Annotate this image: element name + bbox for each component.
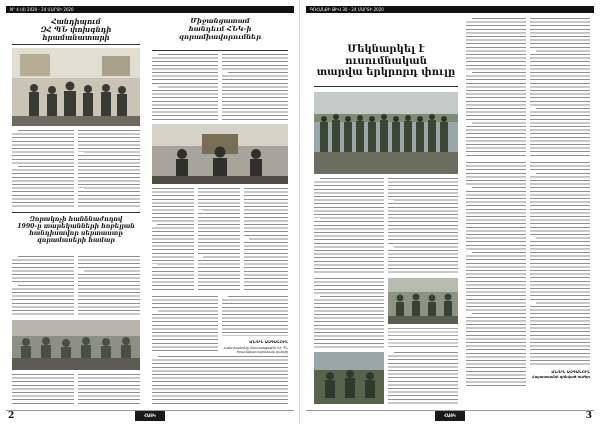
ceremony-photo: [12, 48, 140, 126]
left-article-1-col-a: [12, 130, 74, 208]
field-briefing-photo: [388, 278, 458, 324]
right-rule-1: [314, 86, 458, 87]
official-speech-graphic: [152, 124, 288, 184]
left-headline-1: Հանդիպում ԶՀ ՊՆ փոխգնդի հրամանատարի: [40, 18, 112, 42]
right-page: [300, 0, 600, 424]
right-col-long-a: [466, 162, 526, 386]
left-rule-3: [152, 50, 288, 51]
soldiers-formation-photo: [314, 92, 458, 174]
right-col-top-a: [466, 18, 526, 158]
left-article-3-col-e: [244, 188, 288, 292]
left-headline-3: Զորակոչի հանձնաժողով 1990-ը տարեկանների հոբելյան հանդիսավոր սերտաստը զորամասերի համար: [17, 216, 135, 245]
right-bottom-caption: [388, 328, 458, 348]
left-article-3-col-h: [152, 356, 288, 404]
left-article-3-col-f: [152, 296, 218, 352]
soldiers-meeting-graphic: [12, 320, 140, 370]
soldiers-training-photo: [314, 352, 384, 404]
left-article-3-col-c: [152, 188, 194, 292]
soldiers-meeting-photo: [12, 320, 140, 370]
ceremony-photo-graphic: [12, 48, 140, 126]
right-col-mid-c: [314, 278, 384, 348]
left-article-2-col-d: [78, 374, 140, 404]
left-rule-1: [12, 44, 140, 45]
left-article-3-col-d: [198, 188, 240, 292]
left-article-3-col-g: [222, 296, 288, 336]
left-header-band: N° 4 (4) 2020 - 24 ՄԱՐՏԻ 2020: [6, 6, 294, 13]
right-col-mid-a: [314, 178, 384, 274]
official-speech-photo: [152, 124, 288, 184]
right-col-mid-b: [388, 178, 458, 274]
right-signature: ԱՆՈՒՆ ԱԶԳԱՆՈՒՆ Հայաստանի զինված ուժեր: [532, 370, 590, 379]
right-footer-logo: ՀԱՅԿ: [435, 411, 465, 421]
left-article-2-col-c: [12, 374, 74, 404]
right-page-number: 3: [585, 411, 592, 421]
right-col-long-b: [530, 162, 590, 366]
left-article-2-col-a: [12, 256, 74, 316]
right-col-bottom-b: [388, 352, 458, 404]
left-footer-logo: ՀԱՅԿ: [135, 411, 165, 421]
right-headline: Մեկնարկել է ուսումնական տարվա երկրորդ փուլը: [316, 44, 456, 78]
left-article-3-col-b: [222, 54, 288, 120]
left-article-3-col-a: [152, 54, 218, 120]
left-signature: ԱՆՈՒՆ ԱԶԳԱՆՈՒՆ: [249, 340, 288, 344]
soldiers-formation-graphic: [314, 92, 458, 174]
left-article-1-col-b: [78, 130, 140, 208]
left-rule-2: [12, 212, 140, 213]
right-header-band: ԳՈՀԱՆՔԻ ԹԻՎ 30 - 24 ՄԱՐՏԻ 2020: [306, 6, 594, 13]
soldiers-training-graphic: [314, 352, 384, 404]
left-page-number: 2: [8, 411, 15, 421]
right-col-top-b: [530, 18, 590, 158]
left-signature-caption: Հանդիպմանը մասնակցեցին ՀՀ ՊՆ հրամանատարական կազմը: [223, 346, 288, 354]
field-briefing-graphic: [388, 278, 458, 324]
left-article-2-col-b: [78, 256, 140, 316]
left-headline-2: Միջանցատամ հանդեւմ ՀՆԿ-ի զորամիավորումներ: [178, 18, 262, 41]
